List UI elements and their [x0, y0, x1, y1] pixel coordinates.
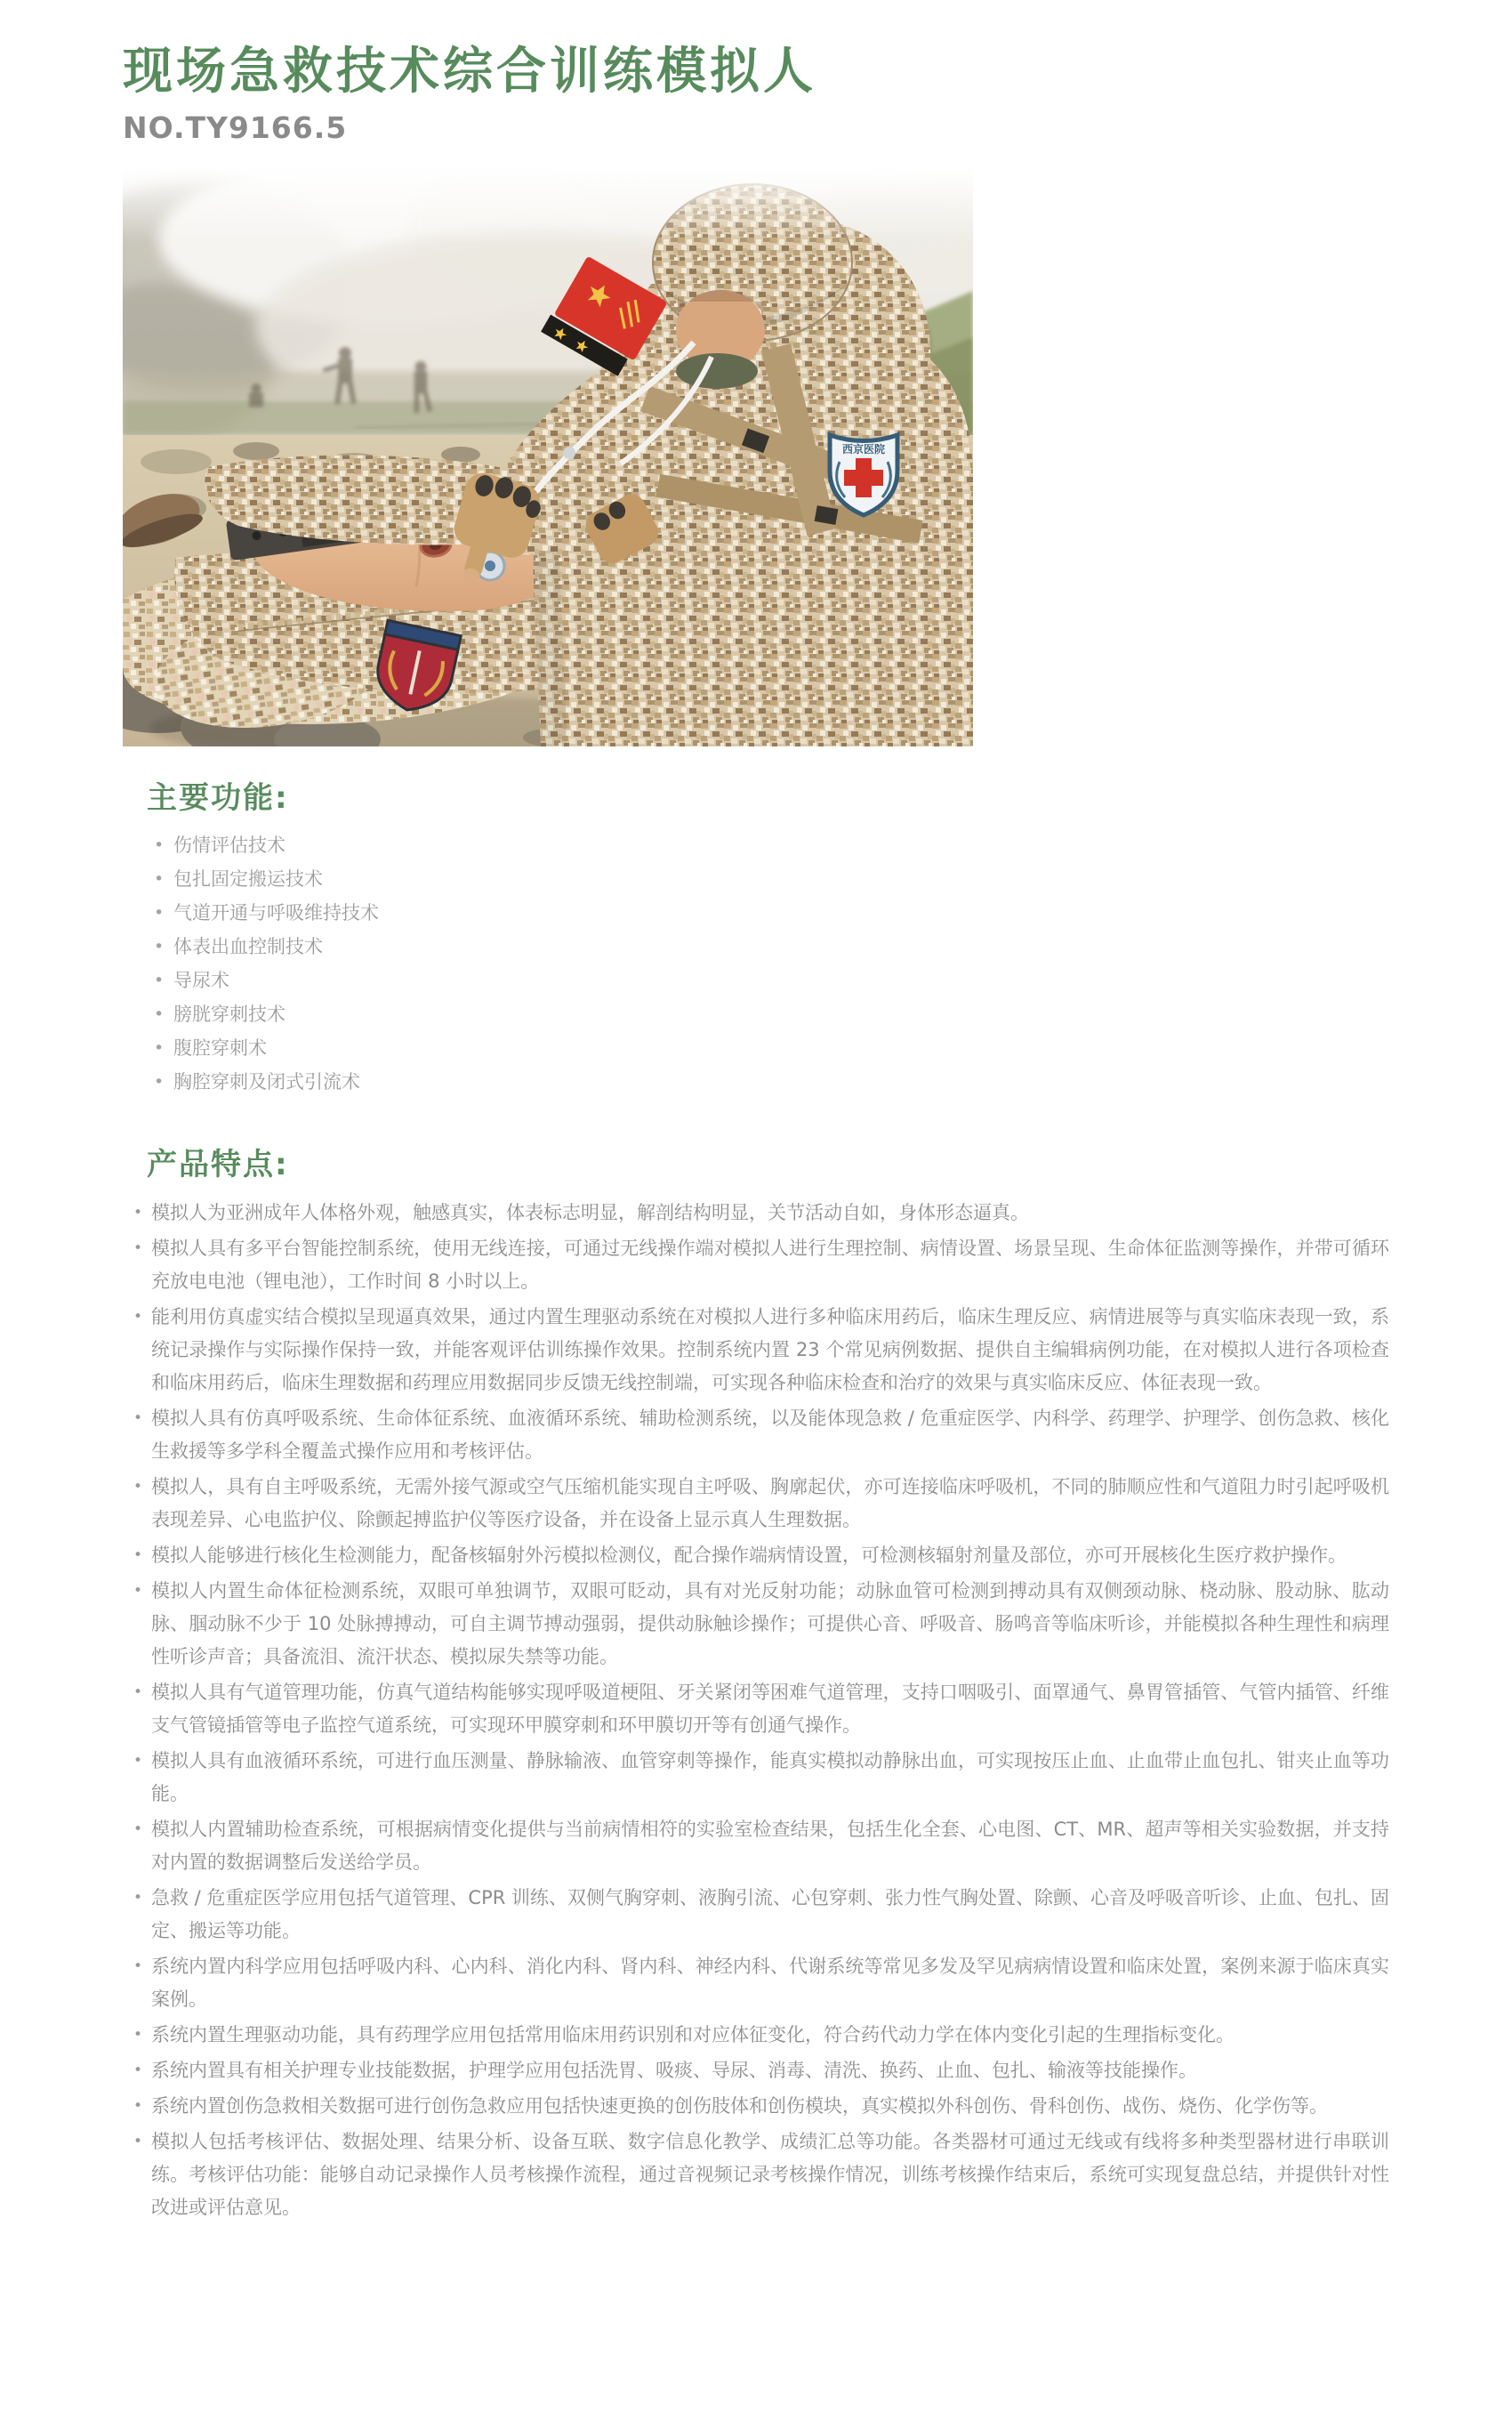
section-heading-main-functions: 主要功能: — [147, 780, 289, 816]
field-first-aid-scene — [123, 168, 973, 746]
page-content — [123, 0, 1395, 2224]
function-item: • 腹腔穿刺术 — [152, 1031, 1395, 1065]
medic-patch-text: 西京医院 — [841, 443, 886, 456]
function-item: • 膀胱穿刺技术 — [152, 997, 1395, 1031]
feature-item: • 能利用仿真虚实结合模拟呈现逼真效果，通过内置生理驱动系统在对模拟人进行多种临床用药后，临床生理反应、病情进展等与真实临床表现一致，系统记录操作与实际操作保持一致，并能客观评估训练操作效果。控制系统内置 23 个常见病例数据、提供自主编辑病例功能，在对模拟人进行各项检查和临床用药后，临床生理数据和药理应用数据同步反馈无线控制端，可实现各种临床检查和治疗的效果与真实临床反应、体征表现一致。 — [133, 1301, 1389, 1400]
function-item: • 伤情评估技术 — [152, 828, 1395, 862]
feature-item: • 模拟人，具有自主呼吸系统，无需外接气源或空气压缩机能实现自主呼吸、胸廓起伏，亦可连接临床呼吸机，不同的肺顺应性和气道阻力时引起呼吸机表现差异、心电监护仪、除颤起搏监护仪等医疗设备，并在设备上显示真人生理数据。 — [133, 1471, 1389, 1537]
function-item: • 体表出血控制技术 — [152, 930, 1395, 964]
feature-item: • 急救 / 危重症医学应用包括气道管理、CPR 训练、双侧气胸穿刺、液胸引流、心包穿刺、张力性气胸处置、除颤、心音及呼吸音听诊、止血、包扎、固定、搬运等功能。 — [133, 1882, 1389, 1948]
model-number: NO.TY9166.5 — [123, 110, 348, 145]
function-item: • 导尿术 — [152, 964, 1395, 997]
feature-item: • 模拟人具有气道管理功能，仿真气道结构能够实现呼吸道梗阻、牙关紧闭等困难气道管理，支持口咽吸引、面罩通气、鼻胃管插管、气管内插管、纤维支气管镜插管等电子监控气道系统，可实现环甲膜穿刺和环甲膜切开等有创通气操作。 — [133, 1676, 1389, 1742]
feature-item: • 模拟人具有血液循环系统，可进行血压测量、静脉输液、血管穿刺等操作，能真实模拟动静脉出血，可实现按压止血、止血带止血包扎、钳夹止血等功能。 — [133, 1745, 1389, 1811]
section-heading-product-features: 产品特点: — [147, 1147, 289, 1182]
feature-item: • 模拟人为亚洲成年人体格外观，触感真实，体表标志明显，解剖结构明显，关节活动自如，身体形态逼真。 — [133, 1197, 1389, 1230]
function-item: • 包扎固定搬运技术 — [152, 862, 1395, 896]
feature-item: • 模拟人包括考核评估、数据处理、结果分析、设备互联、数字信息化教学、成绩汇总等功能。各类器材可通过无线或有线将多种类型器材进行串联训练。考核评估功能：能够自动记录操作人员考核操作流程，通过音视频记录考核操作情况，训练考核操作结束后，系统可实现复盘总结，并提供针对性改进或评估意见。 — [133, 2126, 1389, 2224]
feature-item: • 模拟人具有多平台智能控制系统，使用无线连接，可通过无线操作端对模拟人进行生理控制、病情设置、场景呈现、生命体征监测等操作，并带可循环充放电电池（锂电池），工作时间 8 小时以上。 — [133, 1232, 1389, 1298]
feature-item: • 系统内置内科学应用包括呼吸内科、心内科、消化内科、肾内科、神经内科、代谢系统等常见多发及罕见病病情设置和临床处置，案例来源于临床真实案例。 — [133, 1950, 1389, 2016]
feature-item: • 系统内置创伤急救相关数据可进行创伤急救应用包括快速更换的创伤肢体和创伤模块，真实模拟外科创伤、骨科创伤、战伤、烧伤、化学伤等。 — [133, 2090, 1389, 2123]
feature-item: • 模拟人内置辅助检查系统，可根据病情变化提供与当前病情相符的实验室检查结果，包括生化全套、心电图、CT、MR、超声等相关实验数据，并支持对内置的数据调整后发送给学员。 — [133, 1813, 1389, 1879]
main-functions-list — [152, 828, 1395, 1099]
feature-item: • 模拟人能够进行核化生检测能力，配备核辐射外污模拟检测仪，配合操作端病情设置，可检测核辐射剂量及部位，亦可开展核化生医疗救护操作。 — [133, 1539, 1389, 1572]
feature-item: • 模拟人具有仿真呼吸系统、生命体征系统、血液循环系统、辅助检测系统，以及能体现急救 / 危重症医学、内科学、药理学、护理学、创伤急救、核化生救援等多学科全覆盖式操作应用和考核评估。 — [133, 1402, 1389, 1468]
feature-item: • 系统内置具有相关护理专业技能数据，护理学应用包括洗胃、吸痰、导尿、消毒、清洗、换药、止血、包扎、输液等技能操作。 — [133, 2054, 1389, 2087]
function-item: • 胸腔穿刺及闭式引流术 — [152, 1065, 1395, 1099]
page-title: 现场急救技术综合训练模拟人 — [123, 43, 816, 101]
product-features-list — [133, 1197, 1389, 2224]
hero-photo — [123, 168, 973, 746]
feature-item: • 模拟人内置生命体征检测系统，双眼可单独调节，双眼可眨动，具有对光反射功能；动脉血管可检测到搏动具有双侧颈动脉、桡动脉、股动脉、肱动脉、腘动脉不少于 10 处脉搏搏动，可自主调节搏动强弱，提供动脉触诊操作；可提供心音、呼吸音、肠鸣音等临床听诊，并能模拟各种生理性和病理性听诊声音；具备流泪、流汗状态、模拟尿失禁等功能。 — [133, 1575, 1389, 1674]
feature-item: • 系统内置生理驱动功能，具有药理学应用包括常用临床用药识别和对应体征变化，符合药代动力学在体内变化引起的生理指标变化。 — [133, 2019, 1389, 2052]
function-item: • 气道开通与呼吸维持技术 — [152, 896, 1395, 930]
